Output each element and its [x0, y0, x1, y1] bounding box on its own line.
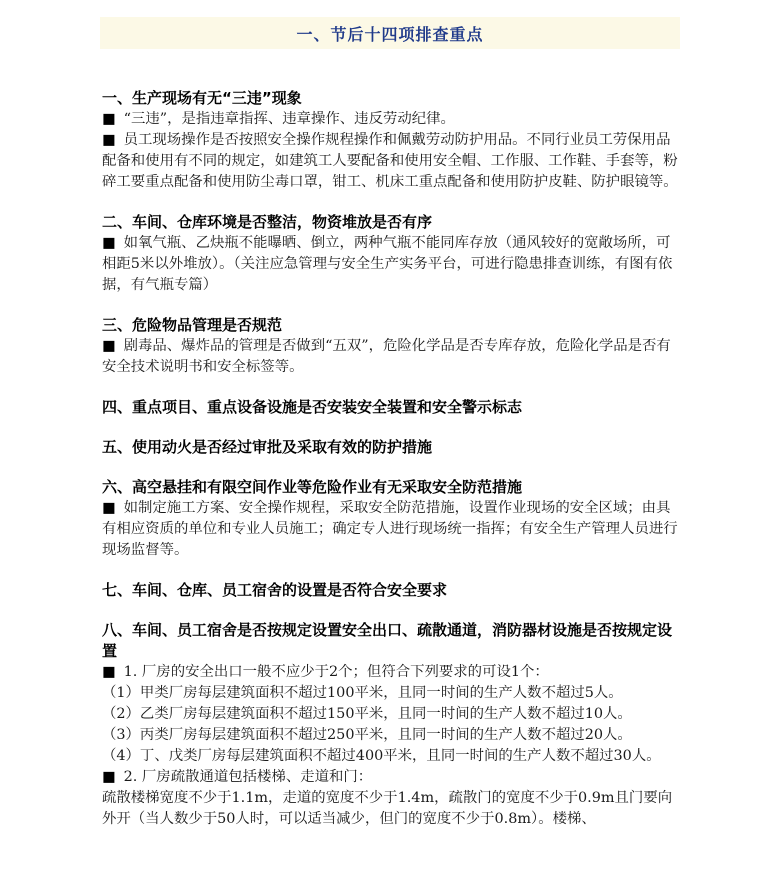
square-bullet-icon: ■	[102, 235, 116, 251]
square-bullet-icon: ■	[102, 132, 116, 148]
paragraph-text: “三违”，是指违章指挥、违章操作、违反劳动纪律。	[123, 111, 455, 127]
section-heading: 七、车间、仓库、员工宿舍的设置是否符合安全要求	[102, 581, 448, 599]
bullet-paragraph	[102, 109, 680, 130]
article-section	[102, 397, 680, 418]
article-section	[102, 212, 680, 296]
bullet-paragraph	[102, 498, 680, 561]
square-bullet-icon: ■	[102, 500, 116, 516]
paragraph	[102, 725, 680, 746]
paragraph-text: 1. 厂房的安全出口一般不应少于2个；但符合下列要求的可设1个：	[123, 664, 549, 680]
paragraph-text: （4）丁、戊类厂房每层建筑面积不超过400平米，且同一时间的生产人数不超过30人。	[102, 748, 661, 764]
square-bullet-icon: ■	[102, 111, 116, 127]
article-body	[102, 88, 680, 849]
square-bullet-icon: ■	[102, 769, 116, 785]
paragraph-text: 员工现场操作是否按照安全操作规程操作和佩戴劳动防护用品。不同行业员工劳保用品配备和使用有不同的规定，如建筑工人要配备和使用安全帽、工作服、工作鞋、手套等，粉碎工要重点配备和使用防尘毒口罩，钳工、机床工重点配备和使用防护皮鞋、防护眼镜等。	[102, 132, 678, 190]
article-section	[102, 437, 680, 458]
article-section	[102, 620, 680, 830]
square-bullet-icon: ■	[102, 338, 116, 354]
bullet-paragraph	[102, 662, 680, 683]
section-heading: 二、车间、仓库环境是否整洁，物资堆放是否有序	[102, 213, 433, 231]
paragraph-text: 如氧气瓶、乙炔瓶不能曝晒、倒立，两种气瓶不能同库存放（通风较好的宽敞场所，可相距5米以外堆放）。（关注应急管理与安全生产实务平台，可进行隐患排查训练，有图有依据，有气瓶专篇）	[102, 235, 673, 293]
bullet-paragraph	[102, 130, 680, 193]
paragraph	[102, 788, 680, 830]
article-section	[102, 580, 680, 601]
paragraph-text: （2）乙类厂房每层建筑面积不超过150平米，且同一时间的生产人数不超过10人。	[102, 706, 632, 722]
section-heading: 五、使用动火是否经过审批及采取有效的防护措施	[102, 438, 433, 456]
article-section	[102, 88, 680, 193]
section-heading: 一、生产现场有无“三违”现象	[102, 89, 302, 107]
square-bullet-icon: ■	[102, 664, 116, 680]
paragraph-text: 剧毒品、爆炸品的管理是否做到“五双”，危险化学品是否专库存放，危险化学品是否有安全技术说明书和安全标签等。	[102, 338, 671, 375]
bullet-paragraph	[102, 336, 680, 378]
section-heading: 六、高空悬挂和有限空间作业等危险作业有无采取安全防范措施	[102, 478, 523, 496]
banner-title: 一、节后十四项排查重点	[296, 24, 484, 44]
paragraph-text: 疏散楼梯宽度不少于1.1m，走道的宽度不少于1.4m，疏散门的宽度不少于0.9m且门要向外开（当人数少于50人时，可以适当减少，但门的宽度不少于0.8m）。楼梯、	[102, 790, 673, 827]
paragraph-text: 如制定施工方案、安全操作规程，采取安全防范措施，设置作业现场的安全区域；由具有相应资质的单位和专业人员施工；确定专人进行现场统一指挥；有安全生产管理人员进行现场监督等。	[102, 500, 678, 558]
paragraph-text: （1）甲类厂房每层建筑面积不超过100平米，且同一时间的生产人数不超过5人。	[102, 685, 623, 701]
paragraph-text: 2. 厂房疏散通道包括楼梯、走道和门：	[123, 769, 373, 785]
bullet-paragraph	[102, 233, 680, 296]
paragraph	[102, 683, 680, 704]
section-heading: 三、危险物品管理是否规范	[102, 316, 283, 334]
section-banner	[100, 17, 680, 49]
paragraph	[102, 746, 680, 767]
section-heading: 四、重点项目、重点设备设施是否安装安全装置和安全警示标志	[102, 398, 523, 416]
article-section	[102, 477, 680, 561]
paragraph-text: （3）丙类厂房每层建筑面积不超过250平米，且同一时间的生产人数不超过20人。	[102, 727, 632, 743]
section-heading: 八、车间、员工宿舍是否按规定设置安全出口、疏散通道，消防器材设施是否按规定设置	[102, 621, 673, 660]
article-section	[102, 315, 680, 378]
bullet-paragraph	[102, 767, 680, 788]
paragraph	[102, 704, 680, 725]
